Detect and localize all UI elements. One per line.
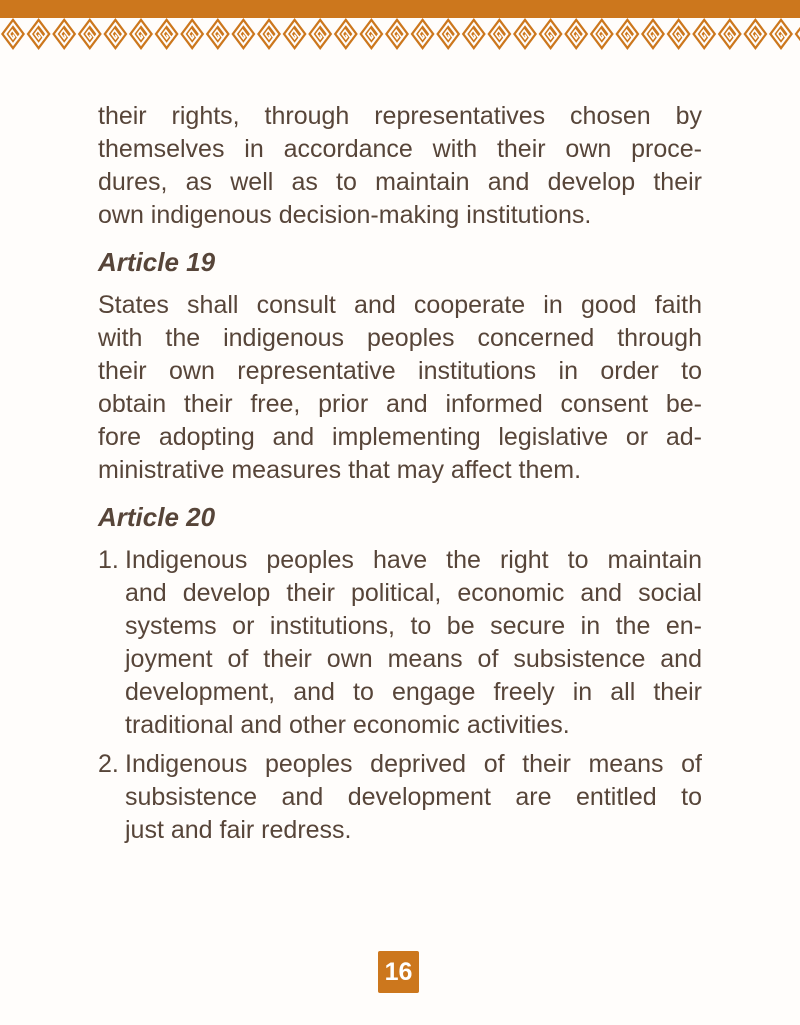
diamond-spiral-icon (692, 18, 716, 50)
diamond-spiral-icon (283, 18, 307, 50)
text-line: themselves in accordance with their own proce- (98, 135, 702, 163)
border-band (0, 0, 800, 18)
list-marker: 2. (98, 750, 119, 778)
diamond-spiral-icon (487, 18, 511, 50)
diamond-spiral-icon (359, 18, 383, 50)
diamond-spiral-icon (103, 18, 127, 50)
diamond-spiral-icon (78, 18, 102, 50)
diamond-spiral-icon (615, 18, 639, 50)
list-item-text (125, 748, 702, 847)
page-content (98, 100, 702, 847)
text-line: systems or institutions, to be secure in the en- (125, 612, 702, 640)
diamond-spiral-icon (436, 18, 460, 50)
diamond-motifs (1, 18, 800, 50)
text-line: States shall consult and cooperate in good faith (98, 291, 702, 319)
text-line: and develop their political, economic and social (125, 579, 702, 607)
text-line: own indigenous decision-making institutions. (98, 201, 592, 229)
diamond-spiral-icon (743, 18, 767, 50)
diamond-spiral-icon (27, 18, 51, 50)
article-20-item-2 (98, 748, 702, 847)
text-line: just and fair redress. (125, 816, 352, 844)
text-line: their rights, through representatives chosen by (98, 102, 702, 130)
diamond-spiral-icon (308, 18, 332, 50)
text-line: obtain their free, prior and informed consent be- (98, 390, 702, 418)
text-line: fore adopting and implementing legislative or ad- (98, 423, 702, 451)
diamond-spiral-icon (513, 18, 537, 50)
text-line: Indigenous peoples have the right to maintain (125, 546, 702, 574)
diamond-spiral-icon (564, 18, 588, 50)
intro-paragraph (98, 100, 702, 232)
diamond-spiral-icon (795, 18, 800, 50)
diamond-spiral-icon (385, 18, 409, 50)
text-line: dures, as well as to maintain and develop their (98, 168, 702, 196)
decorative-border (0, 0, 800, 52)
text-line: joyment of their own means of subsistence and (125, 645, 702, 673)
diamond-spiral-icon (641, 18, 665, 50)
text-line: ministrative measures that may affect them. (98, 456, 582, 484)
list-item-text (125, 544, 702, 742)
diamond-spiral-icon (769, 18, 793, 50)
text-line: their own representative institutions in order to (98, 357, 702, 385)
diamond-spiral-icon (334, 18, 358, 50)
text-line: Indigenous peoples deprived of their means of (125, 750, 702, 778)
diamond-spiral-icon (590, 18, 614, 50)
diamond-spiral-icon (206, 18, 230, 50)
article-19-paragraph (98, 289, 702, 487)
diamond-spiral-icon (155, 18, 179, 50)
diamond-spiral-icon (462, 18, 486, 50)
article-20-item-1 (98, 544, 702, 742)
diamond-spiral-icon (257, 18, 281, 50)
article-19-heading: Article 19 (98, 247, 216, 277)
diamond-spiral-icon (52, 18, 76, 50)
diamond-spiral-icon (1, 18, 25, 50)
diamond-spiral-icon (667, 18, 691, 50)
diamond-spiral-icon (231, 18, 255, 50)
diamond-spiral-icon (718, 18, 742, 50)
diamond-spiral-icon (129, 18, 153, 50)
diamond-spiral-icon (180, 18, 204, 50)
article-20-heading: Article 20 (98, 502, 216, 532)
text-line: with the indigenous peoples concerned through (98, 324, 702, 352)
text-line: traditional and other economic activities. (125, 711, 570, 739)
text-line: subsistence and development are entitled to (125, 783, 702, 811)
page-number-badge: 16 (378, 951, 419, 993)
diamond-spiral-icon (411, 18, 435, 50)
diamond-spiral-icon (539, 18, 563, 50)
text-line: development, and to engage freely in all their (125, 678, 702, 706)
list-marker: 1. (98, 546, 119, 574)
